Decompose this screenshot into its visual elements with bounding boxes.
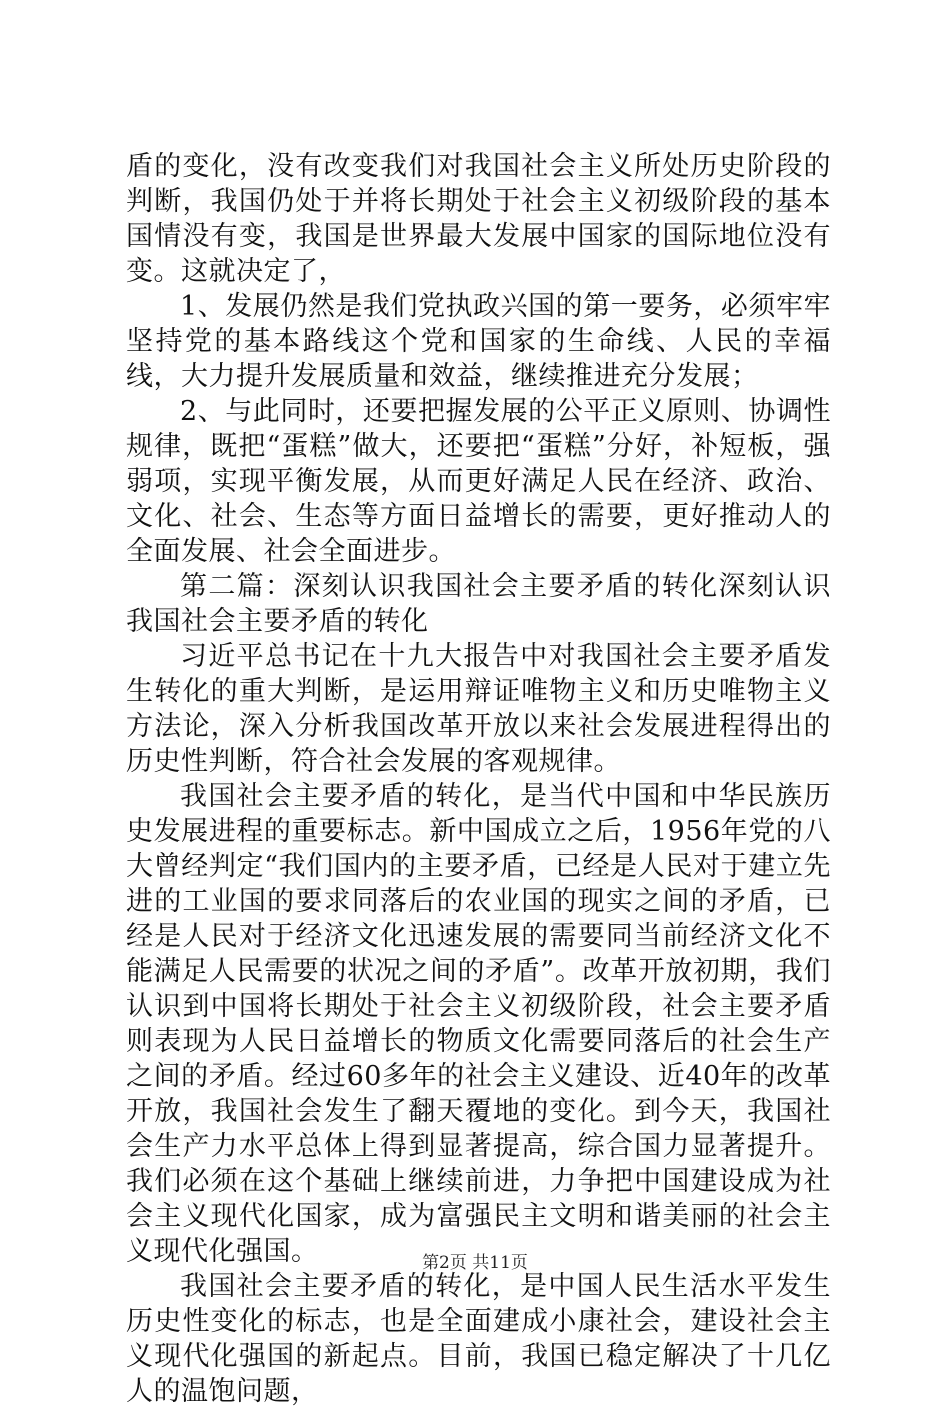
paragraph-continuation: 盾的变化，没有改变我们对我国社会主义所处历史阶段的判断，我国仍处于并将长期处于社会主义初级阶段的基本国情没有变，我国是世界最大发展中国家的国际地位没有变。这就决定了，: [126, 151, 831, 287]
paragraph-point-1: 1、发展仍然是我们党执政兴国的第一要务，必须牢牢坚持党的基本路线这个党和国家的生命线、人民的幸福线，大力提升发展质量和效益，继续推进充分发展；: [126, 291, 831, 392]
paragraph-living-standard: 我国社会主要矛盾的转化，是中国人民生活水平发生历史性变化的标志，也是全面建成小康社会，建设社会主义现代化强国的新起点。目前，我国已稳定解决了十几亿人的温饱问题，: [126, 1271, 831, 1407]
paragraph-history: 我国社会主要矛盾的转化，是当代中国和中华民族历史发展进程的重要标志。新中国成立之后，1956年党的八大曾经判定“我们国内的主要矛盾，已经是人民对于建立先进的工业国的要求同落后的农业国的现实之间的矛盾，已经是人民对于经济文化迅速发展的需要同当前经济文化不能满足人民需要的状况之间的矛盾”。改革开放初期，我们认识到中国将长期处于社会主义初级阶段，社会主要矛盾则表现为人民日益增长的物质文化需要同落后的社会生产之间的矛盾。经过60多年的社会主义建设、近40年的改革开放，我国社会发生了翻天覆地的变化。到今天，我国社会生产力水平总体上得到显著提高，综合国力显著提升。我们必须在这个基础上继续前进，力争把中国建设成为社会主义现代化国家，成为富强民主文明和谐美丽的社会主义现代化强国。: [126, 781, 831, 1267]
body-text: [126, 149, 831, 1409]
paragraph-point-2: 2、与此同时，还要把握发展的公平正义原则、协调性规律，既把“蛋糕”做大，还要把“蛋糕”分好，补短板，强弱项，实现平衡发展，从而更好满足人民在经济、政治、文化、社会、生态等方面日益增长的需要，更好推动人的全面发展、社会全面进步。: [126, 396, 831, 567]
page-footer: 第2页 共11页: [422, 1253, 528, 1273]
paragraph-intro: 习近平总书记在十九大报告中对我国社会主要矛盾发生转化的重大判断，是运用辩证唯物主义和历史唯物主义方法论，深入分析我国改革开放以来社会发展进程得出的历史性判断，符合社会发展的客观规律。: [126, 641, 831, 777]
section-heading: 第二篇：深刻认识我国社会主要矛盾的转化深刻认识我国社会主要矛盾的转化: [126, 571, 831, 637]
